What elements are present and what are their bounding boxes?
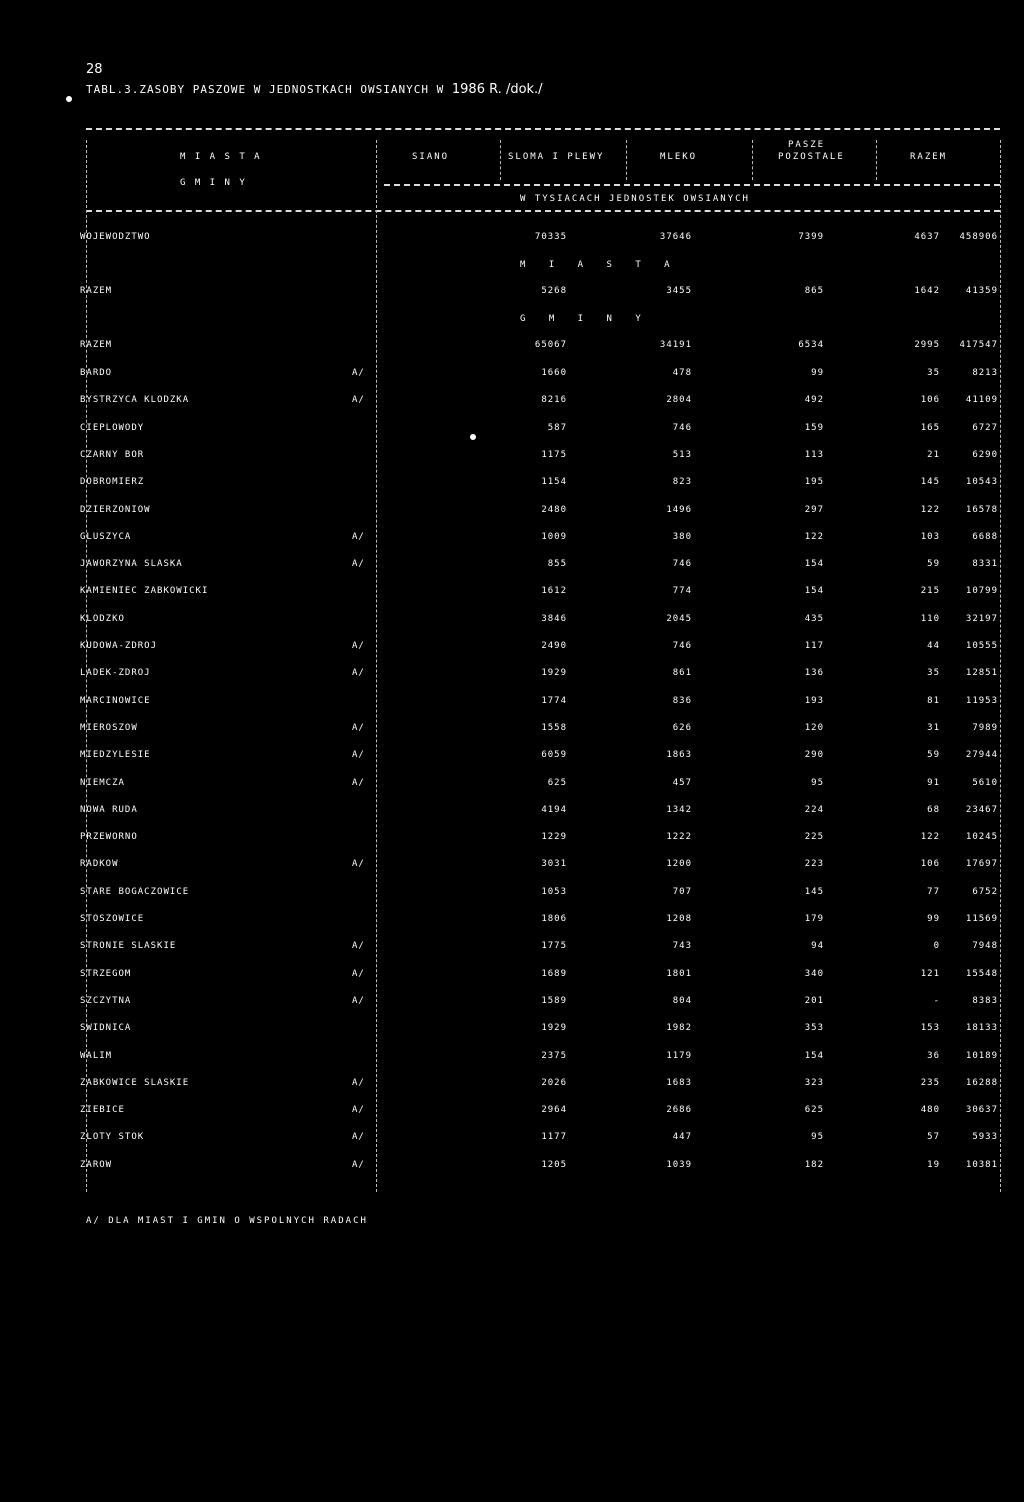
- cell-pasze: 480: [920, 1105, 940, 1115]
- section-gminy: G M I N Y: [520, 314, 650, 324]
- cell-razem: 10245: [965, 832, 998, 842]
- cell-razem: 27944: [965, 750, 998, 760]
- cell-name: SWIDNICA: [80, 1023, 132, 1033]
- cell-siano: 3031: [541, 859, 567, 869]
- cell-flag: A/: [352, 859, 365, 869]
- cell-siano: 1806: [541, 914, 567, 924]
- cell-pasze: 99: [927, 914, 940, 924]
- cell-flag: A/: [352, 532, 365, 542]
- cell-siano: 2375: [541, 1051, 567, 1061]
- cell-sloma: 478: [672, 368, 692, 378]
- cell-siano: 2480: [541, 505, 567, 515]
- cell-pasze: 145: [920, 477, 940, 487]
- cell-siano: 1689: [541, 969, 567, 979]
- cell-mleko: 145: [804, 887, 824, 897]
- table-row: [80, 668, 1010, 682]
- cell-name: ZLOTY STOK: [80, 1132, 145, 1142]
- cell-sloma: 1039: [666, 1160, 692, 1170]
- cell-siano: 70335: [534, 232, 567, 242]
- cell-razem: 10799: [965, 586, 998, 596]
- cell-siano: 1775: [541, 941, 567, 951]
- cell-razem: 41109: [965, 395, 998, 405]
- cell-name: STOSZOWICE: [80, 914, 145, 924]
- cell-flag: A/: [352, 641, 365, 651]
- cell-razem: 7948: [972, 941, 998, 951]
- cell-razem: 8213: [972, 368, 998, 378]
- cell-siano: 4194: [541, 805, 567, 815]
- cell-sloma: 836: [672, 696, 692, 706]
- cell-pasze: 59: [927, 559, 940, 569]
- cell-mleko: 201: [804, 996, 824, 1006]
- table-row: [80, 859, 1010, 873]
- cell-flag: A/: [352, 1132, 365, 1142]
- cell-pasze: 1642: [914, 286, 940, 296]
- cell-flag: A/: [352, 723, 365, 733]
- cell-mleko: 99: [811, 368, 824, 378]
- cell-sloma: 626: [672, 723, 692, 733]
- table-row: [80, 723, 1010, 737]
- cell-name: BARDO: [80, 368, 113, 378]
- cell-mleko: 625: [804, 1105, 824, 1115]
- cell-pasze: 2995: [914, 340, 940, 350]
- cell-name: KLODZKO: [80, 614, 125, 624]
- cell-siano: 3846: [541, 614, 567, 624]
- cell-pasze: 31: [927, 723, 940, 733]
- table-row: [80, 750, 1010, 764]
- row-name: WOJEWODZTWO: [80, 232, 151, 242]
- cell-razem: 23467: [965, 805, 998, 815]
- cell-siano: 1009: [541, 532, 567, 542]
- cell-razem: 417547: [959, 340, 998, 350]
- table-row: [80, 423, 1010, 437]
- cell-razem: 5610: [972, 778, 998, 788]
- cell-razem: 11569: [965, 914, 998, 924]
- table-title: [86, 82, 543, 97]
- header-mid-rule: [384, 184, 1000, 186]
- cell-name: ZABKOWICE SLASKIE: [80, 1078, 190, 1088]
- cell-sloma: 1342: [666, 805, 692, 815]
- cell-siano: 587: [547, 423, 567, 433]
- summary-row-razem-miasta: [80, 286, 1010, 300]
- table-row: [80, 969, 1010, 983]
- cell-sloma: 1208: [666, 914, 692, 924]
- cell-sloma: 1683: [666, 1078, 692, 1088]
- cell-pasze: 106: [920, 859, 940, 869]
- cell-razem: 41359: [965, 286, 998, 296]
- cell-flag: A/: [352, 1105, 365, 1115]
- cell-mleko: 182: [804, 1160, 824, 1170]
- cell-name: CZARNY BOR: [80, 450, 145, 460]
- cell-siano: 855: [547, 559, 567, 569]
- cell-siano: 1660: [541, 368, 567, 378]
- table-row: [80, 532, 1010, 546]
- cell-razem: 7989: [972, 723, 998, 733]
- cell-pasze: 35: [927, 668, 940, 678]
- title-prefix: TABL.3.ZASOBY PASZOWE W JEDNOSTKACH OWSIANYCH W: [86, 83, 445, 96]
- cell-name: NOWA RUDA: [80, 805, 138, 815]
- cell-mleko: 290: [804, 750, 824, 760]
- cell-razem: 12851: [965, 668, 998, 678]
- cell-flag: A/: [352, 1160, 365, 1170]
- table-row: [80, 1023, 1010, 1037]
- cell-sloma: 861: [672, 668, 692, 678]
- column-rule-siano: [500, 140, 501, 180]
- cell-razem: 6752: [972, 887, 998, 897]
- cell-pasze: 4637: [914, 232, 940, 242]
- cell-sloma: 1982: [666, 1023, 692, 1033]
- footnote: A/ DLA MIAST I GMIN O WSPOLNYCH RADACH: [86, 1216, 368, 1226]
- cell-pasze: 215: [920, 586, 940, 596]
- cell-pasze: 91: [927, 778, 940, 788]
- cell-mleko: 195: [804, 477, 824, 487]
- table-row: [80, 696, 1010, 710]
- cell-siano: 1175: [541, 450, 567, 460]
- scan-speck-dot: [470, 434, 476, 440]
- cell-razem: 30637: [965, 1105, 998, 1115]
- cell-mleko: 154: [804, 586, 824, 596]
- cell-pasze: 35: [927, 368, 940, 378]
- row-name: RAZEM: [80, 286, 113, 296]
- cell-sloma: 1863: [666, 750, 692, 760]
- cell-mleko: 179: [804, 914, 824, 924]
- cell-pasze: 59: [927, 750, 940, 760]
- cell-razem: 16288: [965, 1078, 998, 1088]
- cell-mleko: 136: [804, 668, 824, 678]
- cell-siano: 1774: [541, 696, 567, 706]
- cell-razem: 6688: [972, 532, 998, 542]
- header-col-mleko: MLEKO: [660, 152, 698, 162]
- summary-row-wojewodztwo: [80, 232, 1010, 246]
- cell-sloma: 1200: [666, 859, 692, 869]
- cell-siano: 1929: [541, 668, 567, 678]
- cell-siano: 65067: [534, 340, 567, 350]
- header-col-pasze-bottom: POZOSTALE: [778, 152, 845, 162]
- header-col-sloma: SLOMA I PLEWY: [508, 152, 605, 162]
- table-row: [80, 832, 1010, 846]
- cell-mleko: 224: [804, 805, 824, 815]
- scan-speck-dot: [66, 96, 72, 102]
- cell-razem: 6290: [972, 450, 998, 460]
- cell-flag: A/: [352, 559, 365, 569]
- cell-pasze: -: [933, 996, 940, 1006]
- cell-mleko: 154: [804, 1051, 824, 1061]
- cell-razem: 8383: [972, 996, 998, 1006]
- cell-pasze: 235: [920, 1078, 940, 1088]
- header-col-pasze-top: PASZE: [788, 140, 826, 150]
- column-rule-pasze: [876, 140, 877, 180]
- cell-sloma: 1496: [666, 505, 692, 515]
- cell-name: NIEMCZA: [80, 778, 125, 788]
- cell-pasze: 57: [927, 1132, 940, 1142]
- cell-mleko: 223: [804, 859, 824, 869]
- cell-name: KAMIENIEC ZABKOWICKI: [80, 586, 209, 596]
- cell-sloma: 513: [672, 450, 692, 460]
- cell-siano: 2026: [541, 1078, 567, 1088]
- cell-siano: 1053: [541, 887, 567, 897]
- cell-sloma: 774: [672, 586, 692, 596]
- cell-name: JAWORZYNA SLASKA: [80, 559, 183, 569]
- cell-sloma: 823: [672, 477, 692, 487]
- cell-mleko: 159: [804, 423, 824, 433]
- cell-pasze: 103: [920, 532, 940, 542]
- table-row: [80, 996, 1010, 1010]
- cell-pasze: 153: [920, 1023, 940, 1033]
- cell-pasze: 44: [927, 641, 940, 651]
- cell-siano: 1154: [541, 477, 567, 487]
- cell-mleko: 94: [811, 941, 824, 951]
- cell-sloma: 1179: [666, 1051, 692, 1061]
- cell-razem: 10381: [965, 1160, 998, 1170]
- cell-name: ZIEBICE: [80, 1105, 125, 1115]
- cell-name: STARE BOGACZOWICE: [80, 887, 190, 897]
- table-row: [80, 1160, 1010, 1174]
- cell-mleko: 340: [804, 969, 824, 979]
- cell-siano: 2490: [541, 641, 567, 651]
- cell-flag: A/: [352, 395, 365, 405]
- cell-siano: 8216: [541, 395, 567, 405]
- cell-mleko: 95: [811, 778, 824, 788]
- cell-mleko: 7399: [798, 232, 824, 242]
- cell-mleko: 122: [804, 532, 824, 542]
- cell-sloma: 2804: [666, 395, 692, 405]
- cell-sloma: 1222: [666, 832, 692, 842]
- header-col-name-top: M I A S T A: [180, 152, 262, 162]
- cell-pasze: 121: [920, 969, 940, 979]
- cell-name: ZAROW: [80, 1160, 113, 1170]
- table-row: [80, 1051, 1010, 1065]
- cell-sloma: 2686: [666, 1105, 692, 1115]
- section-miasta: M I A S T A: [520, 260, 679, 270]
- cell-siano: 6059: [541, 750, 567, 760]
- cell-sloma: 707: [672, 887, 692, 897]
- cell-name: KUDOWA-ZDROJ: [80, 641, 158, 651]
- table-row: [80, 805, 1010, 819]
- cell-sloma: 746: [672, 423, 692, 433]
- cell-sloma: 1801: [666, 969, 692, 979]
- cell-flag: A/: [352, 368, 365, 378]
- cell-mleko: 113: [804, 450, 824, 460]
- cell-sloma: 380: [672, 532, 692, 542]
- table-row: [80, 1078, 1010, 1092]
- table-row: [80, 914, 1010, 928]
- header-col-name-bottom: G M I N Y: [180, 178, 247, 188]
- table-row: [80, 477, 1010, 491]
- cell-siano: 1229: [541, 832, 567, 842]
- cell-name: STRZEGOM: [80, 969, 132, 979]
- table-row: [80, 1105, 1010, 1119]
- cell-siano: 1205: [541, 1160, 567, 1170]
- cell-name: RADKOW: [80, 859, 119, 869]
- cell-name: MIEDZYLESIE: [80, 750, 151, 760]
- cell-sloma: 743: [672, 941, 692, 951]
- cell-mleko: 117: [804, 641, 824, 651]
- cell-siano: 1929: [541, 1023, 567, 1033]
- cell-name: DOBROMIERZ: [80, 477, 145, 487]
- table-row: [80, 887, 1010, 901]
- cell-flag: A/: [352, 750, 365, 760]
- cell-mleko: 193: [804, 696, 824, 706]
- table-row: [80, 586, 1010, 600]
- table-row: [80, 614, 1010, 628]
- cell-razem: 18133: [965, 1023, 998, 1033]
- cell-name: BYSTRZYCA KLODZKA: [80, 395, 190, 405]
- cell-name: STRONIE SLASKIE: [80, 941, 177, 951]
- cell-siano: 1589: [541, 996, 567, 1006]
- table-row: [80, 1132, 1010, 1146]
- cell-pasze: 106: [920, 395, 940, 405]
- cell-flag: A/: [352, 1078, 365, 1088]
- cell-pasze: 165: [920, 423, 940, 433]
- cell-name: MARCINOWICE: [80, 696, 151, 706]
- cell-name: PRZEWORNO: [80, 832, 138, 842]
- cell-pasze: 19: [927, 1160, 940, 1170]
- cell-razem: 15548: [965, 969, 998, 979]
- cell-flag: A/: [352, 778, 365, 788]
- cell-mleko: 95: [811, 1132, 824, 1142]
- column-rule-mleko: [752, 140, 753, 180]
- cell-siano: 1558: [541, 723, 567, 733]
- cell-sloma: 457: [672, 778, 692, 788]
- header-bottom-rule: [86, 210, 1000, 212]
- cell-pasze: 122: [920, 832, 940, 842]
- page-number: 28: [86, 62, 103, 77]
- table-row: [80, 450, 1010, 464]
- cell-flag: A/: [352, 668, 365, 678]
- cell-mleko: 297: [804, 505, 824, 515]
- cell-mleko: 435: [804, 614, 824, 624]
- table-row: [80, 641, 1010, 655]
- cell-sloma: 2045: [666, 614, 692, 624]
- cell-razem: 10189: [965, 1051, 998, 1061]
- cell-razem: 16578: [965, 505, 998, 515]
- cell-name: DZIERZONIOW: [80, 505, 151, 515]
- cell-mleko: 323: [804, 1078, 824, 1088]
- table-row: [80, 941, 1010, 955]
- cell-razem: 11953: [965, 696, 998, 706]
- table-row: [80, 778, 1010, 792]
- cell-pasze: 0: [933, 941, 940, 951]
- header-top-rule: [86, 128, 1000, 130]
- header-col-razem: RAZEM: [910, 152, 948, 162]
- cell-name: WALIM: [80, 1051, 113, 1061]
- cell-sloma: 37646: [659, 232, 692, 242]
- cell-razem: 8331: [972, 559, 998, 569]
- cell-pasze: 122: [920, 505, 940, 515]
- column-rule-sloma: [626, 140, 627, 180]
- title-year: 1986 R. /dok./: [451, 82, 543, 97]
- cell-razem: 10543: [965, 477, 998, 487]
- row-name: RAZEM: [80, 340, 113, 350]
- cell-flag: A/: [352, 941, 365, 951]
- cell-sloma: 746: [672, 559, 692, 569]
- cell-siano: 1177: [541, 1132, 567, 1142]
- cell-razem: 6727: [972, 423, 998, 433]
- header-units: W TYSIACACH JEDNOSTEK OWSIANYCH: [520, 194, 750, 204]
- cell-flag: A/: [352, 996, 365, 1006]
- cell-razem: 5933: [972, 1132, 998, 1142]
- cell-mleko: 120: [804, 723, 824, 733]
- cell-mleko: 225: [804, 832, 824, 842]
- summary-row-razem-gminy: [80, 340, 1010, 354]
- cell-razem: 17697: [965, 859, 998, 869]
- cell-mleko: 353: [804, 1023, 824, 1033]
- cell-pasze: 68: [927, 805, 940, 815]
- cell-flag: A/: [352, 969, 365, 979]
- cell-siano: 2964: [541, 1105, 567, 1115]
- cell-mleko: 865: [804, 286, 824, 296]
- cell-mleko: 492: [804, 395, 824, 405]
- cell-mleko: 6534: [798, 340, 824, 350]
- cell-pasze: 81: [927, 696, 940, 706]
- cell-mleko: 154: [804, 559, 824, 569]
- cell-name: LADEK-ZDROJ: [80, 668, 151, 678]
- cell-pasze: 77: [927, 887, 940, 897]
- cell-sloma: 746: [672, 641, 692, 651]
- cell-sloma: 34191: [659, 340, 692, 350]
- table-row: [80, 368, 1010, 382]
- cell-sloma: 3455: [666, 286, 692, 296]
- cell-siano: 625: [547, 778, 567, 788]
- cell-razem: 32197: [965, 614, 998, 624]
- cell-siano: 1612: [541, 586, 567, 596]
- cell-sloma: 804: [672, 996, 692, 1006]
- cell-siano: 5268: [541, 286, 567, 296]
- cell-pasze: 36: [927, 1051, 940, 1061]
- cell-name: SZCZYTNA: [80, 996, 132, 1006]
- cell-razem: 458906: [959, 232, 998, 242]
- table-row: [80, 395, 1010, 409]
- cell-name: CIEPLOWODY: [80, 423, 145, 433]
- cell-razem: 10555: [965, 641, 998, 651]
- cell-name: MIEROSZOW: [80, 723, 138, 733]
- table-row: [80, 559, 1010, 573]
- table-row: [80, 505, 1010, 519]
- cell-sloma: 447: [672, 1132, 692, 1142]
- cell-pasze: 21: [927, 450, 940, 460]
- cell-name: GLUSZYCA: [80, 532, 132, 542]
- cell-pasze: 110: [920, 614, 940, 624]
- header-col-siano: SIANO: [412, 152, 450, 162]
